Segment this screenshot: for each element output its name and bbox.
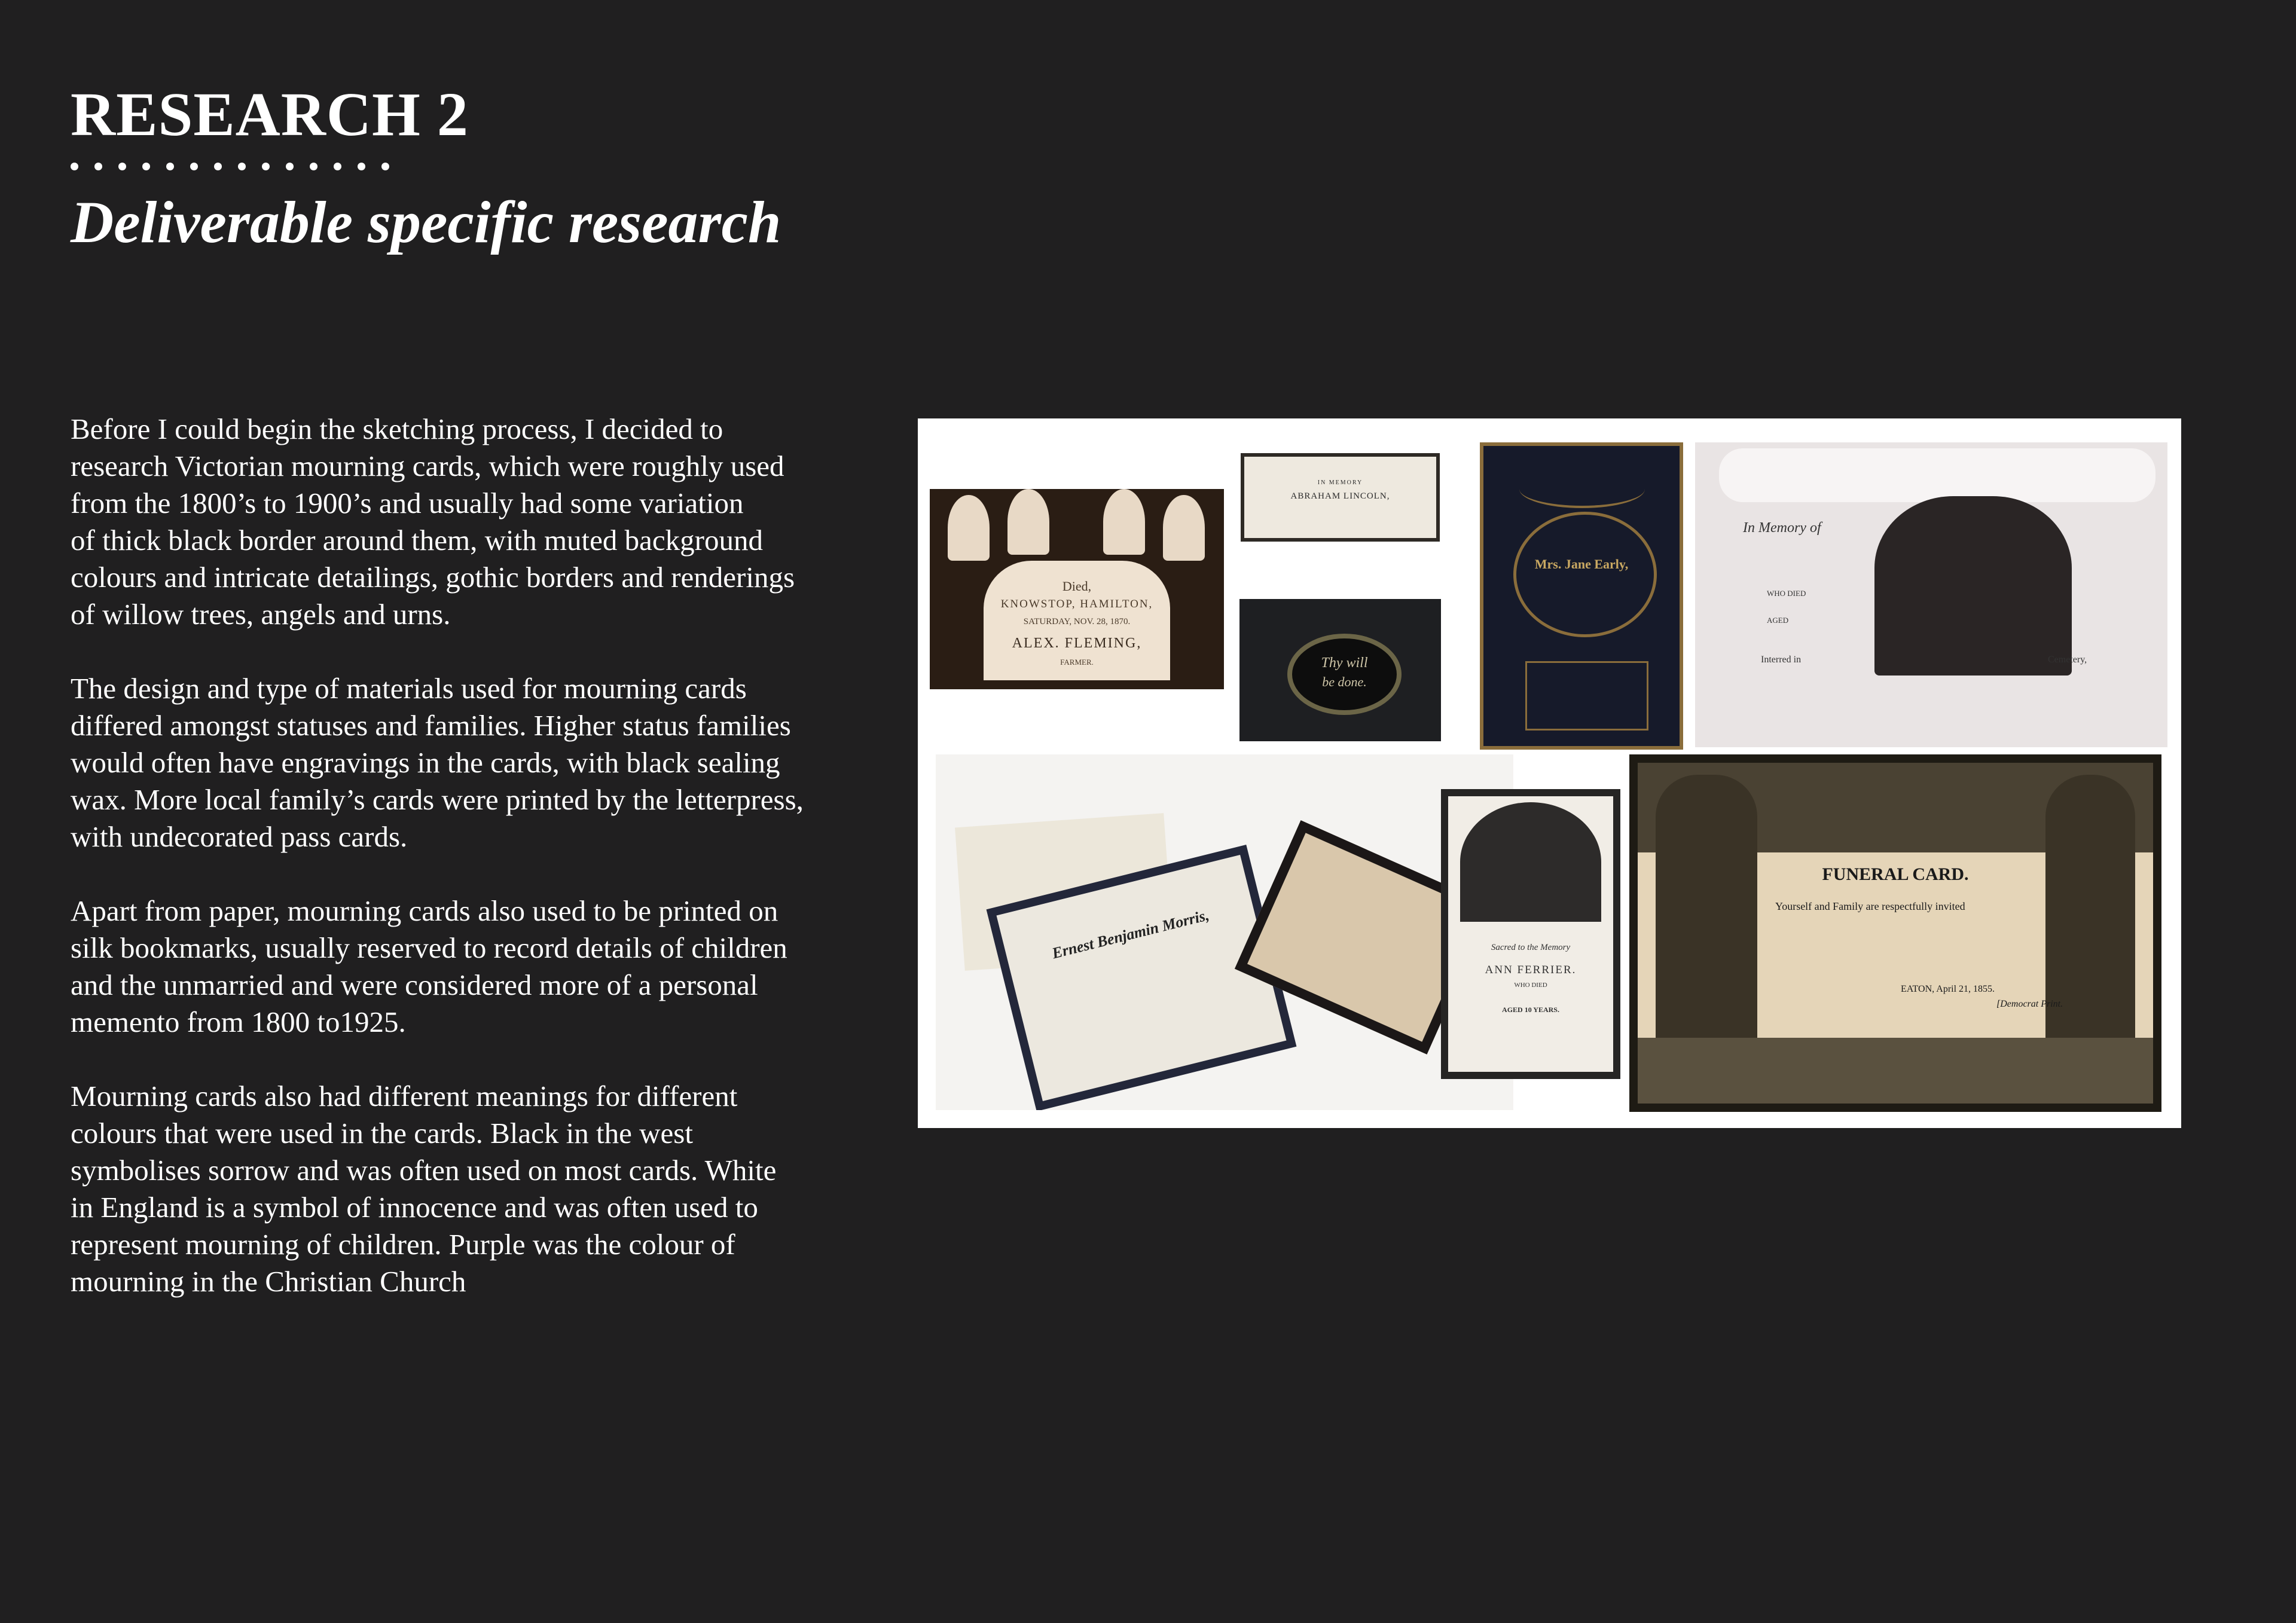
card-text: Cemetery,: [2048, 655, 2087, 665]
card-abraham-lincoln: [1241, 453, 1440, 542]
card-text: Mrs. Jane Early,: [1534, 557, 1629, 571]
card-text: FUNERAL CARD.: [1822, 864, 1969, 884]
page-subtitle: Deliverable specific research: [71, 189, 781, 255]
card-text: FARMER.: [1060, 658, 1094, 667]
card-text: IN MEMORY: [1317, 479, 1363, 486]
card-text: Sacred to the Memory: [1491, 943, 1571, 952]
card-text: SATURDAY, NOV. 28, 1870.: [1023, 617, 1131, 626]
card-text: be done.: [1322, 674, 1367, 689]
card-text: ANN FERRIER.: [1485, 964, 1577, 976]
card-text: ALEX. FLEMING,: [1012, 635, 1142, 651]
paragraph-materials: The design and type of materials used for mourning cards differed amongst statuses and families. Higher status families would often have engravings in the cards, with black sealing wax. More local family’s cards were printed by the letterpress, with undecorated pass cards.: [71, 672, 804, 853]
card-in-memory-embossed: [1695, 442, 2167, 747]
card-text: ABRAHAM LINCOLN,: [1290, 491, 1390, 501]
card-text: [Democrat Print.: [1996, 999, 2063, 1009]
card-jane-early: [1480, 442, 1683, 750]
card-text: AGED 10 YEARS.: [1502, 1005, 1559, 1014]
card-text: KNOWSTOP, HAMILTON,: [1000, 598, 1153, 610]
photo-envelope-cards: [936, 754, 1513, 1110]
paragraph-intro: Before I could begin the sketching process, I decided to research Victorian mourning cards, which were roughly used from the 1800’s to 1900’s and usually had some variation of thick black border around them, with muted background colours and intricate detailings, gothic borders and renderings of willow trees, angels and urns.: [71, 412, 795, 631]
card-alex-fleming: [930, 489, 1224, 689]
card-text: Interred in: [1761, 655, 1802, 665]
page-title: RESEARCH 2: [71, 80, 469, 149]
card-text: AGED: [1767, 616, 1789, 625]
body-text: [71, 411, 878, 1337]
card-text: EATON, April 21, 1855.: [1901, 984, 1995, 994]
card-text: Ernest Benjamin Morris,: [1050, 906, 1211, 962]
paragraph-silk: Apart from paper, mourning cards also used to be printed on silk bookmarks, usually reserved to record details of children and the unmarried and were considered more of a personal memento from 1800 to1925.: [71, 894, 787, 1038]
card-text: In Memory of: [1743, 520, 1821, 536]
card-text: Yourself and Family are respectfully invited: [1775, 900, 1965, 912]
card-text: WHO DIED: [1767, 589, 1806, 598]
dotted-divider: [71, 163, 389, 170]
card-text: Thy will: [1321, 655, 1368, 671]
card-funeral-card: [1629, 754, 2161, 1112]
card-ann-ferrier: [1441, 789, 1620, 1079]
card-text: WHO DIED: [1514, 982, 1547, 989]
mourning-card-collage: [918, 418, 2181, 1128]
card-text: Died,: [1062, 579, 1092, 594]
card-thy-will: [1239, 599, 1441, 741]
paragraph-colours: Mourning cards also had different meanings for different colours that were used in the cards. Black in the west symbolises sorrow and was often used on most cards. White in England is a symbol of innocence and was often used to represent mourning of children. Purple was the colour of mourning in the Christian Church: [71, 1080, 777, 1298]
